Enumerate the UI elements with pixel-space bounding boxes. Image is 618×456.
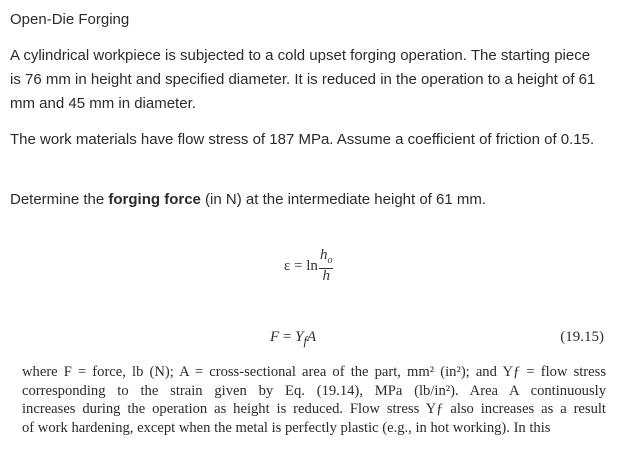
textbook-line: corresponding to the strain given by Eq. (19.14), MPa (lb/in²). Area A continuously [22, 382, 606, 399]
question-text-after: (in N) at the intermediate height of 61 mm. [200, 191, 487, 208]
strain-equation-lhs: ε = ln [284, 257, 318, 274]
textbook-line: increases during the operation as height is reduced. Flow stress Yƒ also increases as a result [22, 401, 606, 418]
strain-equation [284, 248, 333, 284]
textbook-excerpt [22, 363, 606, 437]
problem-paragraph-2: The work materials have flow stress of 187 MPa. Assume a coefficient of friction of 0.15. [10, 131, 595, 148]
question-text-before: Determine the [10, 191, 109, 208]
question-bold-term: forging force [108, 191, 201, 208]
problem-title: Open-Die Forging [10, 11, 130, 28]
strain-fraction-denominator: h [322, 268, 330, 284]
textbook-line: where F = force, lb (N); A = cross-sectional area of the part, mm² (in²); and Yƒ = flow stress [22, 364, 606, 380]
textbook-line: of work hardening, except when the metal is perfectly plastic (e.g., in hot working). In this [22, 419, 551, 436]
problem-paragraph-1: A cylindrical workpiece is subjected to a cold upset forging operation. The starting piece is 76 mm in height and specified diameter. It is reduced in the operation to a height of 61 mm and 45 mm in diameter. [10, 47, 596, 112]
problem-question [10, 188, 602, 212]
force-equation: $F = Y_fA$ [270, 329, 317, 348]
strain-fraction-numerator: $h_o$ [319, 248, 334, 269]
strain-fraction [319, 248, 334, 284]
equation-number: (19.15) [560, 329, 604, 345]
